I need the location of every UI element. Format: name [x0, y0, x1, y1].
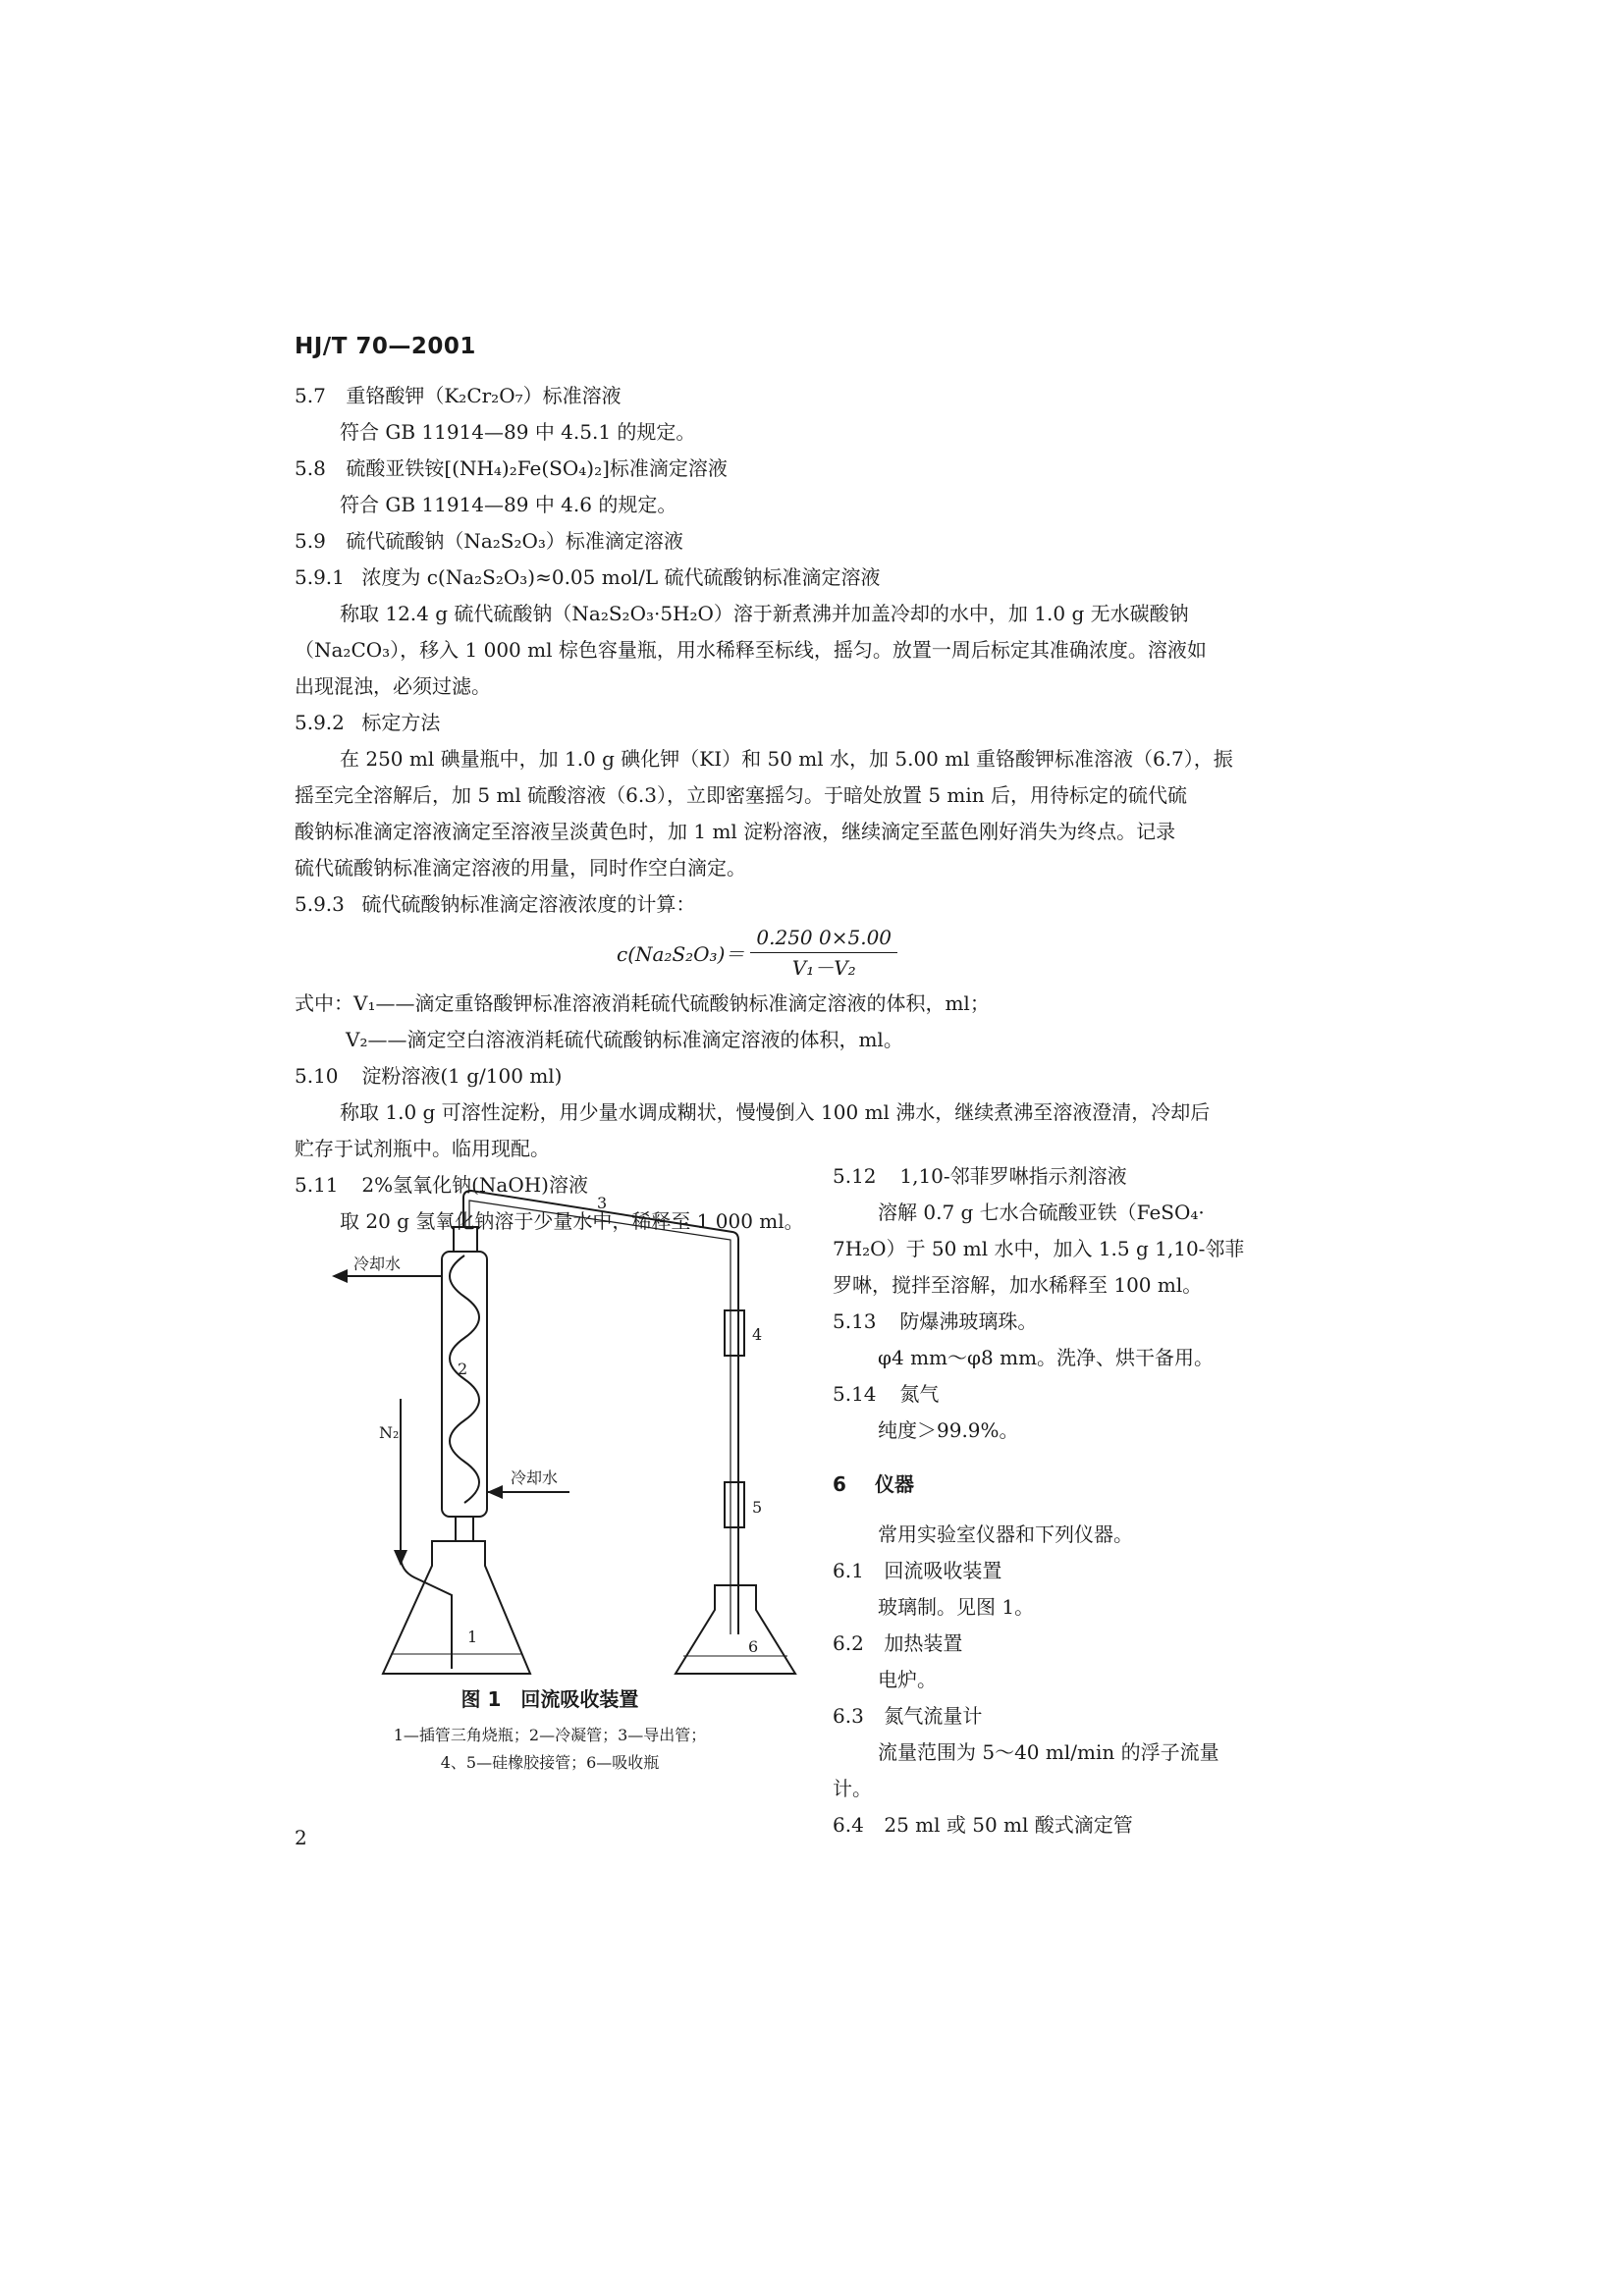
section-6-4-heading — [833, 1807, 1245, 1843]
paragraph-line: 在 250 ml 碘量瓶中，加 1.0 g 碘化钾（KI）和 50 ml 水，加 5.00 ml 重铬酸钾标准溶液（6.7），振 — [340, 747, 1233, 771]
section-number: 6.3 — [833, 1704, 864, 1728]
paragraph-line: 7H₂O）于 50 ml 水中，加入 1.5 g 1,10-邻菲 — [833, 1237, 1245, 1260]
figure-1 — [295, 1153, 805, 1782]
section-title: 重铬酸钾（K₂Cr₂O₇）标准溶液 — [346, 384, 622, 407]
section-5-8-text: 符合 GB 11914—89 中 4.6 的规定。 — [340, 493, 677, 516]
section-5-12-heading — [833, 1158, 1245, 1195]
section-title: 1,10-邻菲罗啉指示剂溶液 — [899, 1164, 1127, 1188]
paragraph-line: 称取 1.0 g 可溶性淀粉，用少量水调成糊状，慢慢倒入 100 ml 沸水，继续煮沸至溶液澄清，冷却后 — [340, 1100, 1211, 1124]
section-title: 2%氢氧化钠(NaOH)溶液 — [361, 1173, 588, 1197]
where-line-2: V₂——滴定空白溶液消耗硫代硫酸钠标准滴定溶液的体积，ml。 — [346, 1028, 903, 1051]
concentration-formula — [617, 925, 897, 981]
reflux-apparatus-diagram — [295, 1153, 805, 1683]
label-cooling-water-in: 冷却水 — [511, 1468, 559, 1487]
paragraph-line: 流量范围为 5～40 ml/min 的浮子流量 — [878, 1740, 1219, 1764]
arrow-out-icon — [332, 1269, 348, 1283]
nitrogen-inlet-tube — [401, 1418, 452, 1669]
section-title: 氮气流量计 — [884, 1704, 983, 1728]
section-number: 6.4 — [833, 1813, 864, 1837]
section-5-9-1-heading — [295, 560, 1335, 596]
arrow-in-icon — [487, 1485, 503, 1499]
formula-row — [295, 923, 1335, 986]
paragraph-line: （Na₂CO₃），移入 1 000 ml 棕色容量瓶，用水稀释至标线，摇匀。放置一周后标定其准确浓度。溶液如 — [295, 638, 1207, 662]
paragraph-line: 酸钠标准滴定溶液滴定至溶液呈淡黄色时，加 1 ml 淀粉溶液，继续滴定至蓝色刚好消失为终点。记录 — [295, 820, 1176, 843]
section-5-13-text: φ4 mm～φ8 mm。洗净、烘干备用。 — [878, 1346, 1215, 1369]
label-1: 1 — [467, 1628, 478, 1646]
label-nitrogen: N₂ — [379, 1423, 400, 1442]
section-5-11-text: 取 20 g 氢氧化钠溶于少量水中，稀释至 1 000 ml。 — [340, 1209, 804, 1233]
formula-fraction — [750, 925, 897, 981]
paragraph-line: 贮存于试剂瓶中。临用现配。 — [295, 1137, 550, 1160]
paragraph-line: 摇至完全溶解后，加 5 ml 硫酸溶液（6.3），立即密塞摇匀。于暗处放置 5 min 后，用待标定的硫代硫 — [295, 783, 1188, 807]
figure-legend-line-1: 1—插管三角烧瓶；2—冷凝管；3—导出管； — [393, 1726, 707, 1744]
connector-5 — [725, 1482, 744, 1527]
section-5-8-heading — [295, 451, 1335, 487]
section-6-1-heading — [833, 1553, 1245, 1589]
section-number: 5.14 — [833, 1382, 877, 1406]
section-number: 5.9 — [295, 529, 326, 553]
paragraph-line: 硫代硫酸钠标准滴定溶液的用量，同时作空白滴定。 — [295, 856, 746, 880]
label-2: 2 — [458, 1360, 468, 1378]
paragraph-line: 溶解 0.7 g 七水合硫酸亚铁（FeSO₄· — [878, 1201, 1205, 1224]
section-title: 25 ml 或 50 ml 酸式滴定管 — [884, 1813, 1133, 1837]
label-3: 3 — [597, 1194, 608, 1212]
section-5-9-heading — [295, 523, 1335, 560]
label-5: 5 — [752, 1498, 763, 1517]
section-5-9-2-heading — [295, 705, 1335, 741]
paragraph-line: 罗啉，搅拌至溶解，加水稀释至 100 ml。 — [833, 1273, 1203, 1297]
formula-lhs: c(Na₂S₂O₃)＝ — [617, 942, 745, 966]
paragraph-line: 称取 12.4 g 硫代硫酸钠（Na₂S₂O₃·5H₂O）溶于新煮沸并加盖冷却的水中，加 1.0 g 无水碳酸钠 — [340, 602, 1189, 625]
condenser-coil — [450, 1255, 479, 1503]
section-title: 硫酸亚铁铵[(NH₄)₂Fe(SO₄)₂]标准滴定溶液 — [346, 456, 728, 480]
section-5-13-heading — [833, 1304, 1245, 1340]
section-number: 6.2 — [833, 1631, 864, 1655]
section-5-10-heading — [295, 1058, 1335, 1095]
section-number: 5.13 — [833, 1309, 877, 1333]
delivery-tube-3 — [463, 1191, 738, 1634]
absorption-bottle-6 — [676, 1585, 795, 1674]
paragraph-line: 出现混浊，必须过滤。 — [295, 674, 491, 698]
section-number: 5.9.3 — [295, 892, 345, 916]
section-6-1-text: 玻璃制。见图 1。 — [878, 1595, 1035, 1619]
standard-code: HJ/T 70—2001 — [295, 334, 476, 359]
section-6-2-heading — [833, 1626, 1245, 1662]
right-column — [833, 1158, 1245, 1843]
section-number: 5.11 — [295, 1173, 339, 1197]
section-title: 硫代硫酸钠标准滴定溶液浓度的计算： — [361, 892, 696, 916]
section-5-14-text: 纯度＞99.9%。 — [878, 1418, 1019, 1442]
paragraph-line: 计。 — [833, 1777, 872, 1800]
figure-caption: 图 1 回流吸收装置 — [460, 1687, 639, 1711]
section-5-7-heading — [295, 378, 1335, 414]
section-title: 硫代硫酸钠（Na₂S₂O₃）标准滴定溶液 — [346, 529, 683, 553]
section-number: 5.9.1 — [295, 565, 345, 589]
condenser-jacket — [442, 1252, 487, 1517]
section-number: 5.9.2 — [295, 711, 345, 734]
label-6: 6 — [748, 1637, 759, 1656]
connector-4 — [725, 1310, 744, 1356]
formula-numerator: 0.250 0×5.00 — [750, 925, 897, 953]
section-title: 仪器 — [874, 1472, 914, 1496]
section-title: 氮气 — [899, 1382, 940, 1406]
section-number: 5.10 — [295, 1064, 339, 1088]
section-title: 标定方法 — [361, 711, 441, 734]
section-number: 6 — [833, 1472, 846, 1496]
where-line-1: 式中：V₁——滴定重铬酸钾标准溶液消耗硫代硫酸钠标准滴定溶液的体积，ml； — [295, 991, 990, 1015]
arrow-down-icon — [394, 1550, 407, 1566]
figure-legend-line-2: 4、5—硅橡胶接管；6—吸收瓶 — [440, 1753, 660, 1772]
section-title: 淀粉溶液(1 g/100 ml) — [361, 1064, 563, 1088]
label-cooling-water-out: 冷却水 — [353, 1255, 402, 1273]
section-6-text: 常用实验室仪器和下列仪器。 — [878, 1522, 1133, 1546]
section-title: 浓度为 c(Na₂S₂O₃)≈0.05 mol/L 硫代硫酸钠标准滴定溶液 — [361, 565, 881, 589]
section-number: 6.1 — [833, 1559, 864, 1582]
section-number: 5.7 — [295, 384, 326, 407]
section-number: 5.8 — [295, 456, 326, 480]
label-4: 4 — [752, 1325, 763, 1344]
section-6-heading — [833, 1467, 1245, 1503]
section-number: 5.12 — [833, 1164, 877, 1188]
main-text-block — [295, 378, 1335, 1240]
section-5-7-text: 符合 GB 11914—89 中 4.5.1 的规定。 — [340, 420, 696, 444]
section-title: 加热装置 — [884, 1631, 963, 1655]
page-number: 2 — [295, 1826, 307, 1849]
formula-denominator: V₁－V₂ — [791, 956, 856, 980]
section-6-2-text: 电炉。 — [878, 1668, 937, 1691]
section-title: 回流吸收装置 — [884, 1559, 1002, 1582]
section-5-14-heading — [833, 1376, 1245, 1413]
section-6-3-heading — [833, 1698, 1245, 1735]
section-title: 防爆沸玻璃珠。 — [899, 1309, 1038, 1333]
section-5-9-3-heading — [295, 886, 1335, 923]
